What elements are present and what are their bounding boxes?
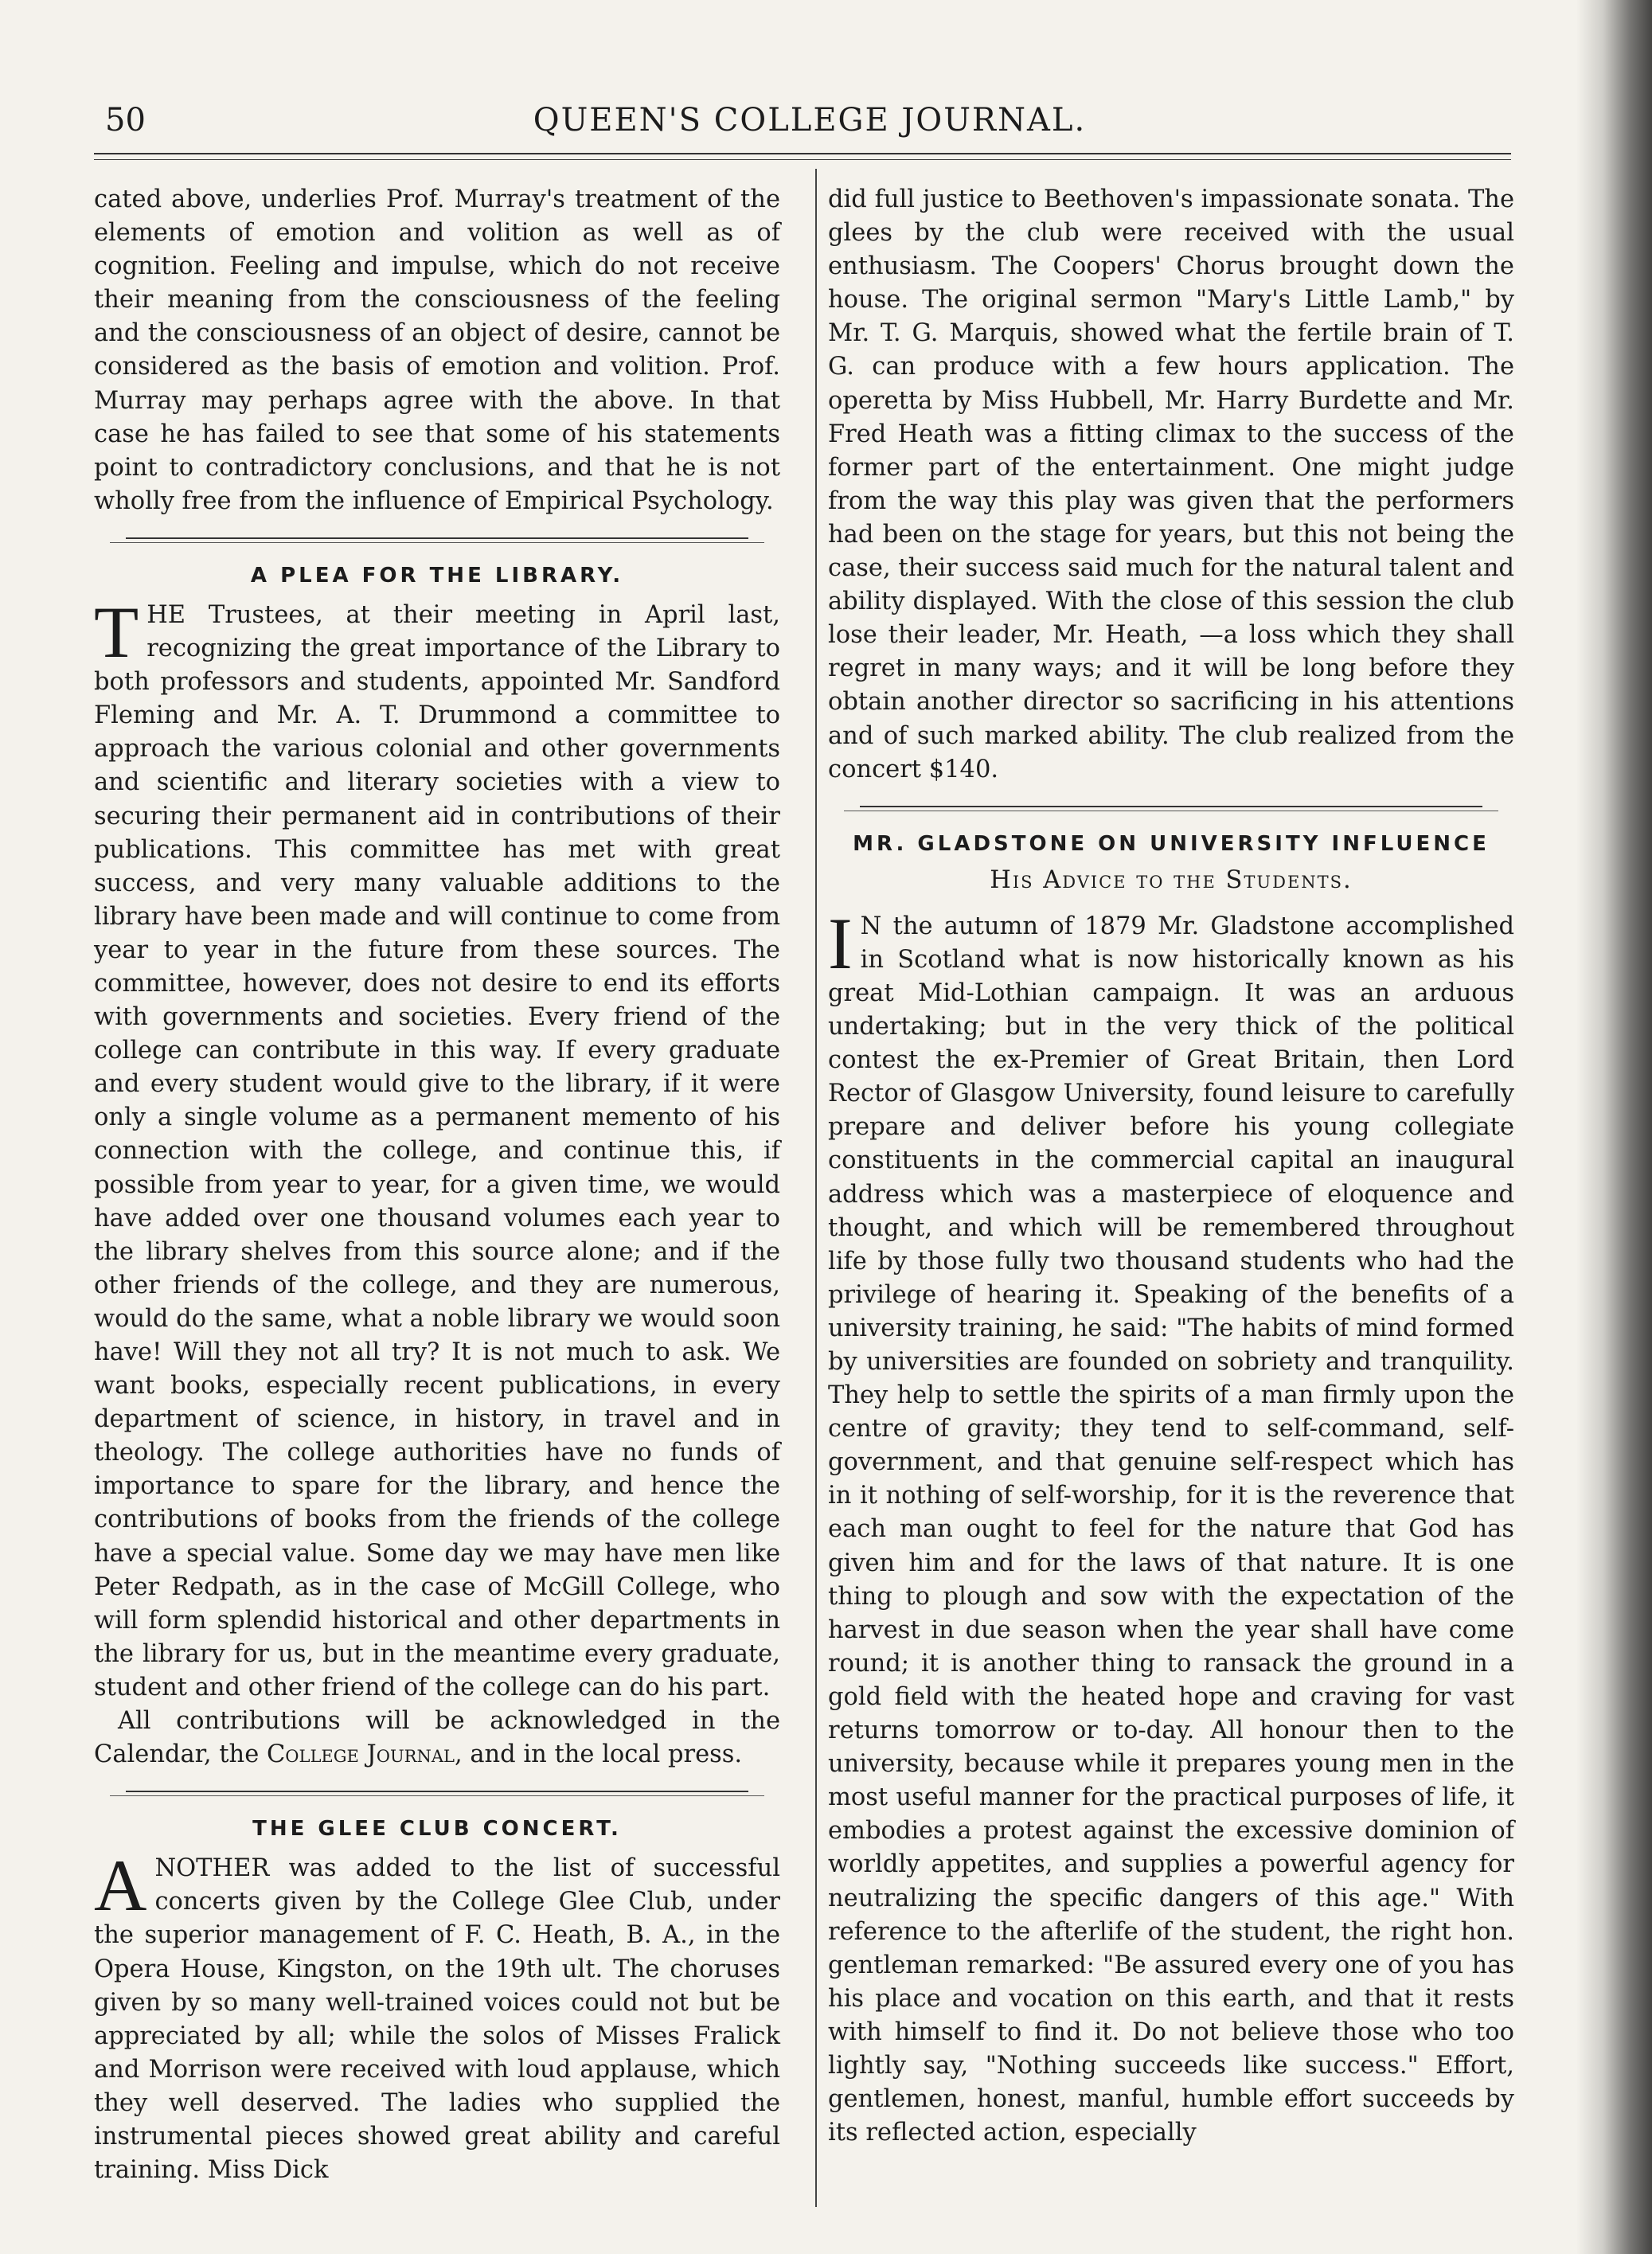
gladstone-dropcap: I <box>828 902 853 984</box>
college-journal-ref: College Journal <box>266 1740 455 1769</box>
gladstone-subheading: His Advice to the Students. <box>990 865 1353 894</box>
gladstone-body: N the autumn of 1879 Mr. Gladstone accomplished in Scotland what is now historically known as his great Mid-Lothian campaign. It was an arduous undertaking; but in the very thick of the political contest the ex-Premier of Great Britain, then Lord Rector of Glasgow University, found leisure to carefully prepare and deliver before his young collegiate constituents in the commercial capital an inaugural address which was a masterpiece of eloquence and thought, and which will be remembered throughout life by those fully two thousand students who had the privilege of hearing it. Speaking of the benefits of a university training, he said: "The habits of mind formed by universities are founded on sobriety and tranquility. They help to settle the spirits of a man firmly upon the centre of gravity; they tend to self-command, self-government, and that genuine self-respect which has in it nothing of self-worship, for it is the reverence that each man ought to feel for the nature that God has given him and for the laws of that nature. It is one thing to plough and sow with the expectation of the harvest in due season when the year shall have come round; it is another thing to ransack the ground in a gold field with the heated hope and craving for vast returns tomorrow or to-day. All honour then to the university, because while it prepares young men in the most useful manner for the practical purposes of life, it embodies a protest against the excessive dominion of worldly appetites, and supplies a powerful agency for neutralizing the specific dangers of this age." With reference to the afterlife of the student, the right hon. gentleman remarked: "Be assured every one of you has his place and vocation on this earth, and that it rests with himself to find it. Do not believe those who too lightly say, "Nothing succeeds like success." Effort, gentlemen, honest, manful, humble effort succeeds by its reflected action, especially <box>828 912 1514 2147</box>
plea-paragraph <box>94 591 780 1705</box>
plea-heading: A PLEA FOR THE LIBRARY. <box>250 563 624 588</box>
gladstone-paragraph <box>828 902 1514 2150</box>
continuation-paragraph: cated above, underlies Prof. Murray's treatment of the elements of emotion and volition as well as of cognition. Feeling and impulse, which do not receive their meaning from the consciousness of the feeling and the consciousness of an object of desire, cannot be considered as the basis of emotion and volition. Prof. Murray may perhaps agree with the above. In that case he has failed to see that some of his statements point to contradictory conclusions, and that he is not wholly free from the influence of Empirical Psychology. <box>94 186 780 515</box>
page-edge-shadow <box>1576 0 1652 2254</box>
glee-body: NOTHER was added to the list of successful concerts given by the College Glee Club, under the superior management of F. C. Heath, B. A., in the Opera House, Kingston, on the 19th ult. The choruses given by so many well-trained voices could not but be appreciated by all; while the solos of Misses Fralick and Morrison were received with loud applause, which they well deserved. The ladies who supplied the instrumental pieces showed great ability and careful training. Miss Dick <box>94 1854 780 2185</box>
right-column <box>828 183 1514 2150</box>
header-rule-top <box>94 153 1511 154</box>
page-header <box>105 102 1514 150</box>
section-separator <box>94 1791 780 1796</box>
column-divider <box>815 169 817 2207</box>
plea-closing: All contributions will be acknowledged in the Calendar, the College Journal, and in the local press. <box>94 1707 780 1769</box>
glee-paragraph <box>94 1845 780 2187</box>
section-separator <box>94 537 780 543</box>
header-rule-bottom <box>94 159 1511 160</box>
journal-title: QUEEN'S COLLEGE JOURNAL. <box>533 102 1087 139</box>
left-column <box>94 183 780 2187</box>
plea-body: HE Trustees, at their meeting in April last, recognizing the great importance of the Library to both professors and students, appointed Mr. Sandford Fleming and Mr. A. T. Drummond a committee to approach the various colonial and other governments and scientific and literary societies with a view to securing their permanent aid in contributions of their publications. This committee has met with great success, and very many valuable additions to the library have been made and will continue to come from year to year in the future from these sources. The committee, however, does not desire to end its efforts with governments and societies. Every friend of the college can contribute in this way. If every graduate and every student would give to the library, if it were only a single volume as a permanent memento of his connection with the college, and continue this, if possible from year to year, for a given time, we would have added over one thousand volumes each year to the library shelves from this source alone; and if the other friends of the college, and they are numerous, would do the same, what a noble library we would soon have! Will they not all try? It is not much to ask. We want books, especially recent publications, in every department of science, in history, in travel and in theology. The college authorities have no funds of importance to spare for the library, and hence the contributions of books from the friends of the college have a special value. Some day we may have men like Peter Redpath, as in the case of McGill College, who will form splendid historical and other departments in the library for us, but in the meantime every graduate, student and other friend of the college can do his part. <box>94 600 780 1701</box>
section-separator <box>828 806 1514 811</box>
glee-dropcap: A <box>94 1845 147 1927</box>
glee-continued-paragraph: did full justice to Beethoven's impassionate sonata. The glees by the club were received with the usual enthusiasm. The Coopers' Chorus brought down the house. The original sermon "Mary's Little Lamb," by Mr. T. G. Marquis, showed what the fertile brain of T. G. can produce with a few hours application. The operetta by Miss Hubbell, Mr. Harry Burdette and Mr. Fred Heath was a fitting climax to the success of the former part of the entertainment. One might judge from the way this play was given that the performers had been on the stage for years, but this not being the case, their success said much for the natural talent and ability displayed. With the close of this session the club lose their leader, Mr. Heath, —a loss which they shall regret in many ways; and it will be long before they obtain another director so sacrificing in his attentions and of such marked ability. The club realized from the concert $140. <box>828 186 1514 783</box>
glee-heading: THE GLEE CLUB CONCERT. <box>252 1817 622 1842</box>
page-number: 50 <box>105 102 146 139</box>
gladstone-heading: MR. GLADSTONE ON UNIVERSITY INFLUENCE <box>853 831 1490 856</box>
plea-dropcap: T <box>94 591 139 673</box>
